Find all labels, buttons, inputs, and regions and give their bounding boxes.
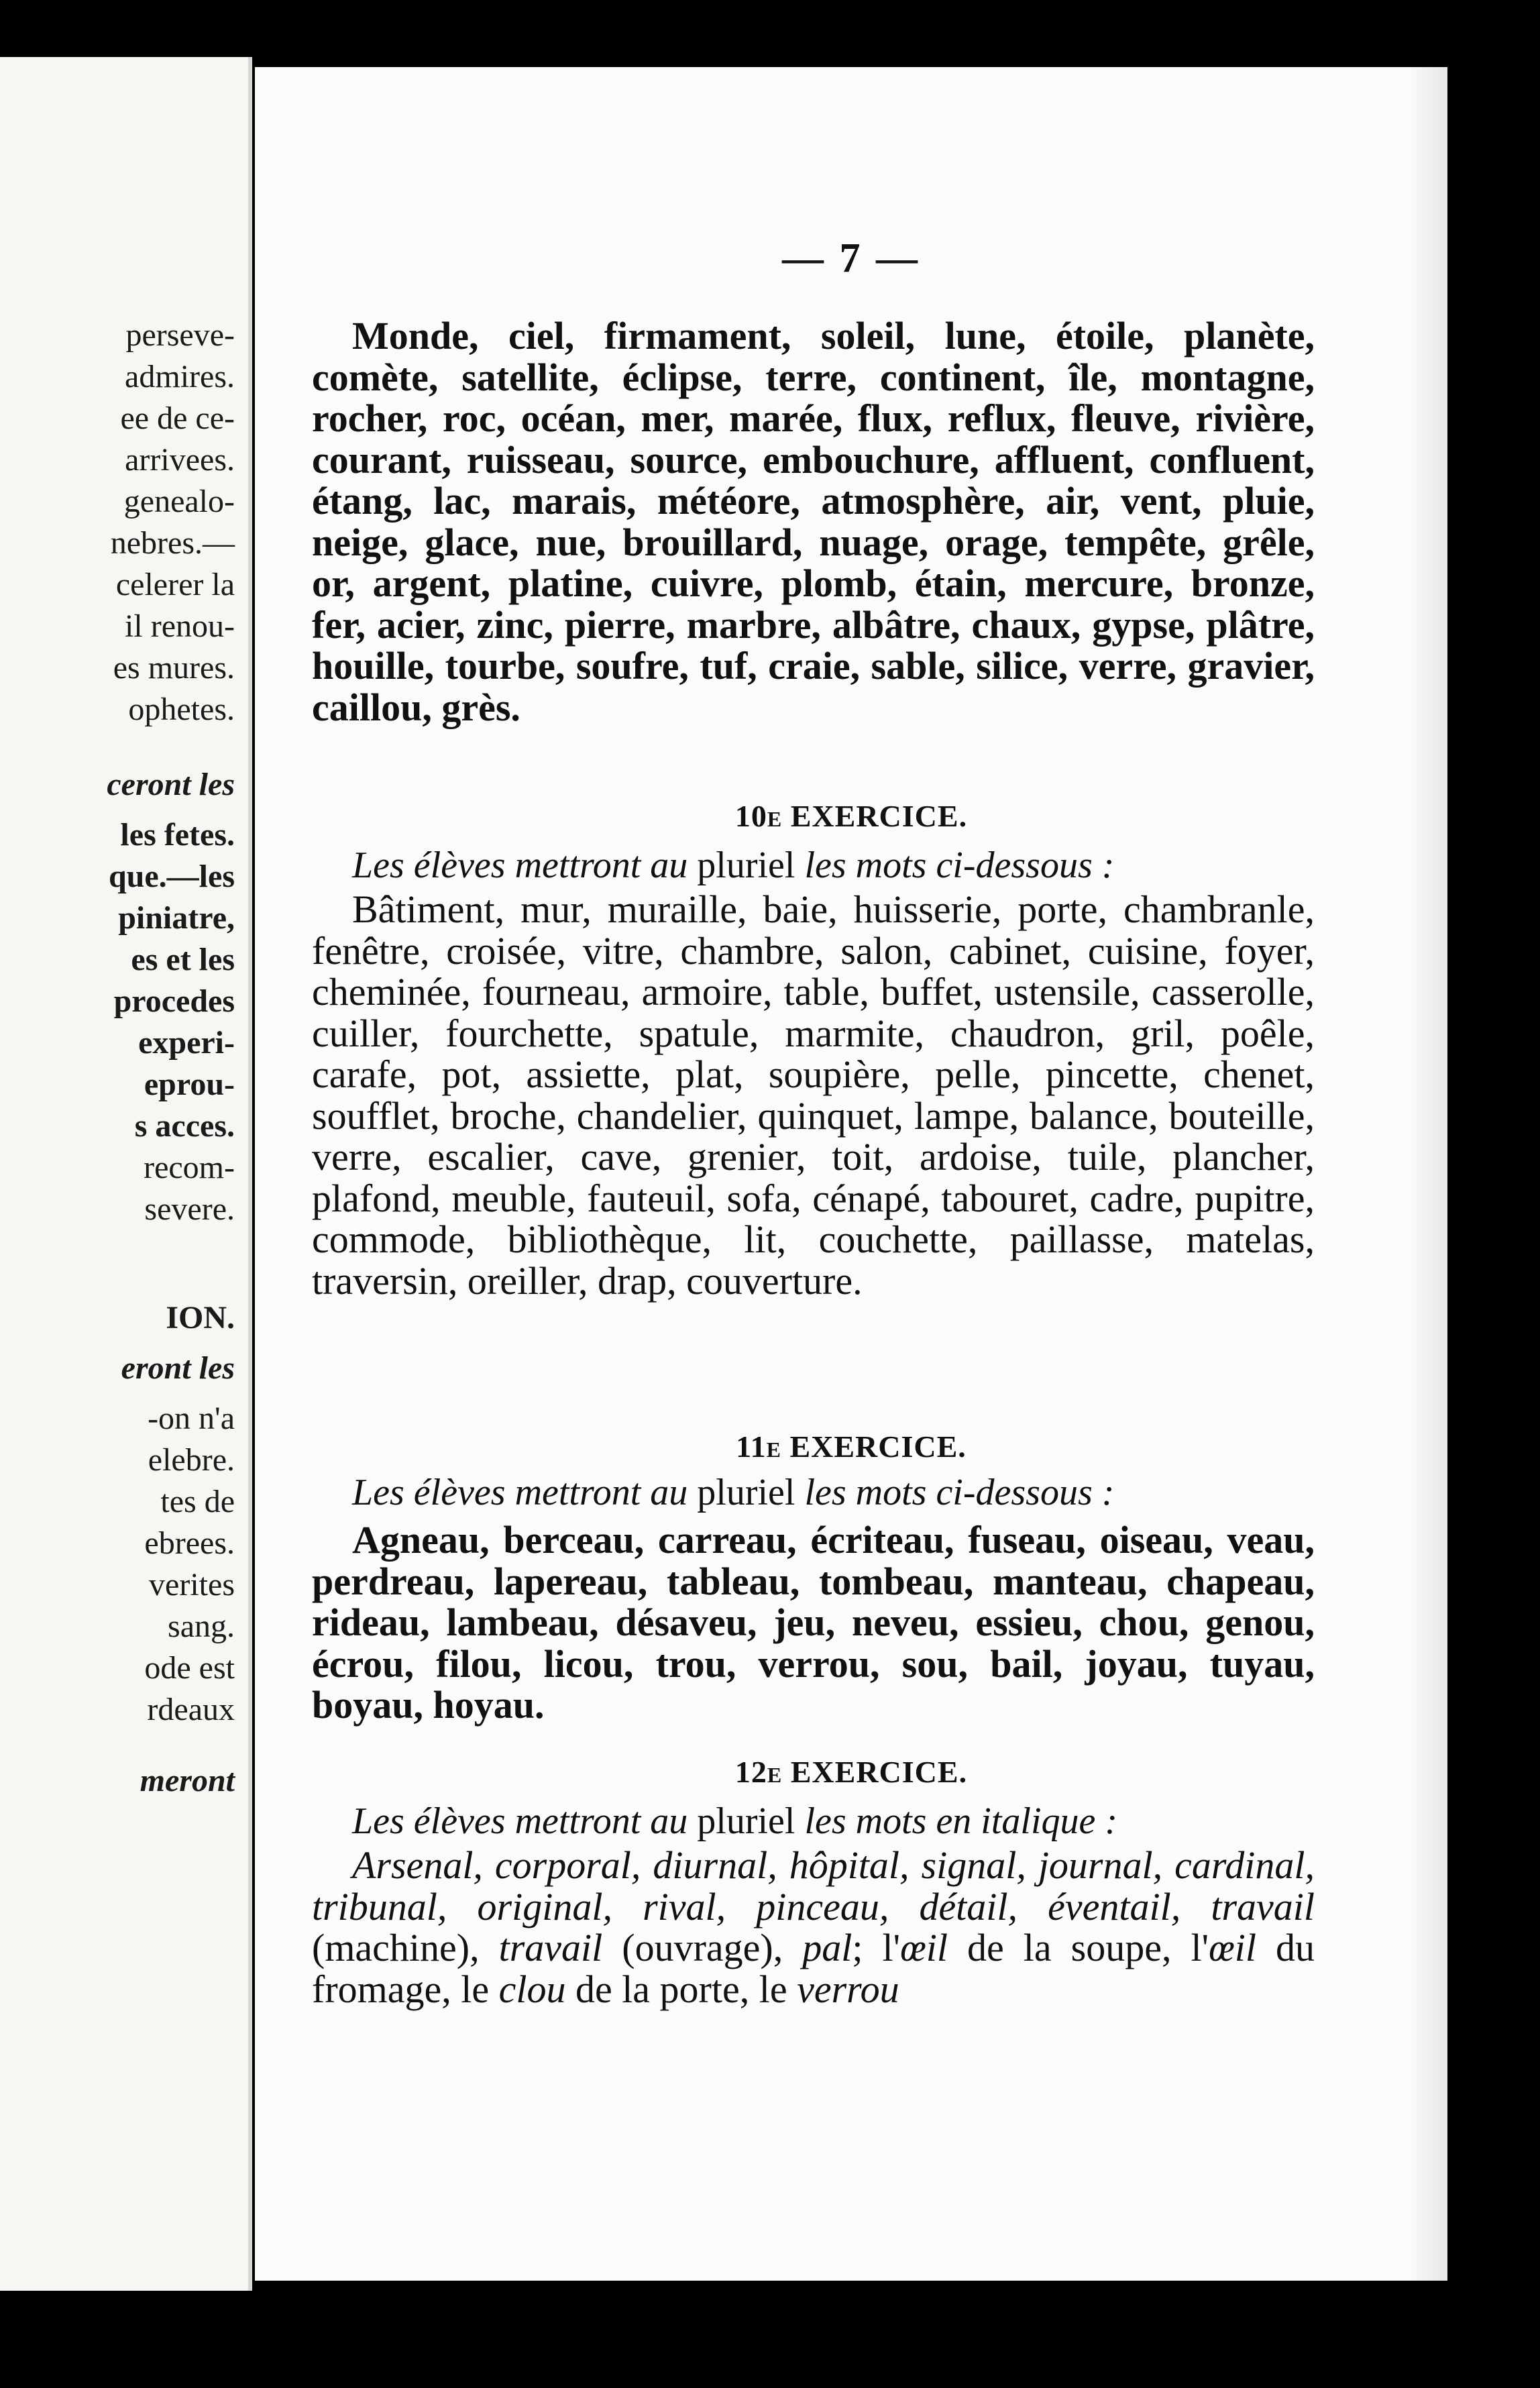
left-page-line: nebres.— (110, 525, 235, 561)
left-page-line: procedes (113, 983, 235, 1019)
left-page-line: elebre. (148, 1442, 235, 1478)
italic-word: clou (498, 1967, 566, 2011)
page-number: — 7 — (782, 235, 920, 281)
exercise-12-title: 12e EXERCICE. (734, 1755, 968, 1789)
left-page-line: ophetes. (128, 692, 235, 727)
left-page-line: ode est (144, 1650, 235, 1686)
left-page-line: rdeaux (147, 1692, 235, 1727)
italic-word: travail (498, 1926, 603, 1969)
instruction-text: Les élèves mettront au (352, 1472, 698, 1513)
left-page-line: celerer la (115, 567, 235, 602)
page-edge-shadow (1407, 67, 1447, 2281)
instruction-keyword: pluriel (697, 1472, 795, 1513)
instruction-text: Les élèves mettront au (352, 845, 698, 886)
instruction-text: les mots en italique : (795, 1800, 1118, 1842)
left-page-line: ION. (166, 1300, 235, 1336)
left-page-line: experi- (138, 1025, 235, 1061)
left-page-line: severe. (144, 1191, 235, 1227)
exercise-12-body (312, 1845, 1315, 2010)
instruction-text: les mots ci-dessous : (795, 845, 1115, 886)
left-page-line: les fetes. (120, 817, 235, 853)
left-page-line: es et les (131, 942, 235, 977)
left-page-line: que.—les (108, 859, 235, 894)
plain-text: du fromage, le (312, 1926, 1315, 2011)
left-page-line: -on n'a (148, 1401, 235, 1436)
exercise-11-title: 11e EXERCICE. (736, 1429, 967, 1464)
plain-text: de la porte, le (565, 1967, 798, 2011)
plain-text: de la soupe, l' (948, 1926, 1209, 1969)
left-page-line: verites (149, 1567, 235, 1603)
instruction-keyword: pluriel (697, 845, 795, 886)
italic-word: pal (802, 1926, 852, 1969)
vocabulary-list: Monde, ciel, firmament, soleil, lune, étoile, planète, comète, satellite, éclipse, terre, continent, île, montagne, rocher, roc, océan, mer, marée, flux, reflux, fleuve, rivière, courant, ruisseau, source, embouchure, affluent, confluent, étang, lac, marais, météore, atmosphère, air, vent, pluie, neige, glace, nue, brouillard, nuage, orage, tempête, grêle, or, argent, platine, cuivre, plomb, étain, mercure, bronze, fer, acier, zinc, pierre, marbre, albâtre, chaux, gypse, plâtre, houille, tourbe, soufre, tuf, craie, sable, silice, verre, gravier, caillou, grès. (312, 314, 1315, 729)
exercise-10-instruction (312, 845, 1315, 885)
left-page-line: recom- (144, 1150, 235, 1185)
previous-page-fragment (0, 57, 252, 2291)
left-page-line: ceront les (107, 767, 235, 802)
left-page-line: genealo- (123, 484, 235, 519)
left-page-line: ee de ce- (120, 400, 235, 436)
exercise-11-body: Agneau, berceau, carreau, écriteau, fuseau, oiseau, veau, perdreau, lapereau, tableau, tombeau, manteau, chapeau, rideau, lambeau, désaveu, jeu, neveu, essieu, chou, genou, écrou, filou, licou, trou, verrou, sou, bail, joyau, tuyau, boyau, hoyau. (312, 1518, 1315, 1727)
left-page-line: es mures. (113, 650, 235, 686)
left-page-line: eront les (121, 1350, 235, 1386)
plain-text: (ouvrage), (602, 1926, 803, 1969)
exercise-11-instruction (312, 1472, 1315, 1513)
left-page-line: sang. (168, 1609, 235, 1644)
left-page-line: piniatre, (118, 900, 235, 936)
left-page-line: admires. (125, 359, 235, 394)
italic-word: œil (1209, 1926, 1256, 1969)
italic-word: verrou (797, 1967, 899, 2011)
left-page-line: s acces. (134, 1108, 235, 1144)
instruction-text: Les élèves mettront au (352, 1800, 698, 1842)
italic-word: œil (900, 1926, 948, 1969)
instruction-keyword: pluriel (697, 1800, 795, 1842)
left-page-line: tes de (160, 1484, 235, 1519)
left-page-line: eprou- (144, 1067, 235, 1102)
left-page-line: il renou- (125, 608, 235, 644)
left-page-line: ebrees. (144, 1525, 235, 1561)
plain-text: (machine), (312, 1926, 499, 1969)
book-page (255, 67, 1447, 2281)
exercise-10-body: Bâtiment, mur, muraille, baie, huisserie, porte, chambranle, fenêtre, croisée, vitre, chambre, salon, cabinet, cuisine, foyer, cheminée, fourneau, armoire, table, buffet, ustensile, casserolle, cuiller, fourchette, spatule, marmite, chaudron, gril, poêle, carafe, pot, assiette, plat, soupière, pelle, pincette, chenet, soufflet, broche, chandelier, quinquet, lampe, balance, bouteille, verre, escalier, cave, grenier, toit, ardoise, tuile, plancher, plafond, meuble, fauteuil, sofa, cénapé, tabouret, cadre, pupitre, commode, bibliothèque, lit, couchette, paillasse, matelas, traversin, oreiller, drap, couverture. (312, 887, 1315, 1303)
left-page-line: arrivees. (125, 442, 235, 478)
plain-text: ; l' (852, 1926, 901, 1969)
exercise-12-instruction (312, 1801, 1315, 1841)
left-page-line: perseve- (125, 317, 235, 353)
exercise-10-title: 10e EXERCICE. (734, 799, 968, 833)
italic-word: Arsenal, corporal, diurnal, hôpital, signal, journal, cardinal, tribunal, original, rival, pinceau, détail, éventail, travail (312, 1843, 1315, 1929)
instruction-text: les mots ci-dessous : (795, 1472, 1115, 1513)
left-page-line: meront (140, 1763, 235, 1798)
